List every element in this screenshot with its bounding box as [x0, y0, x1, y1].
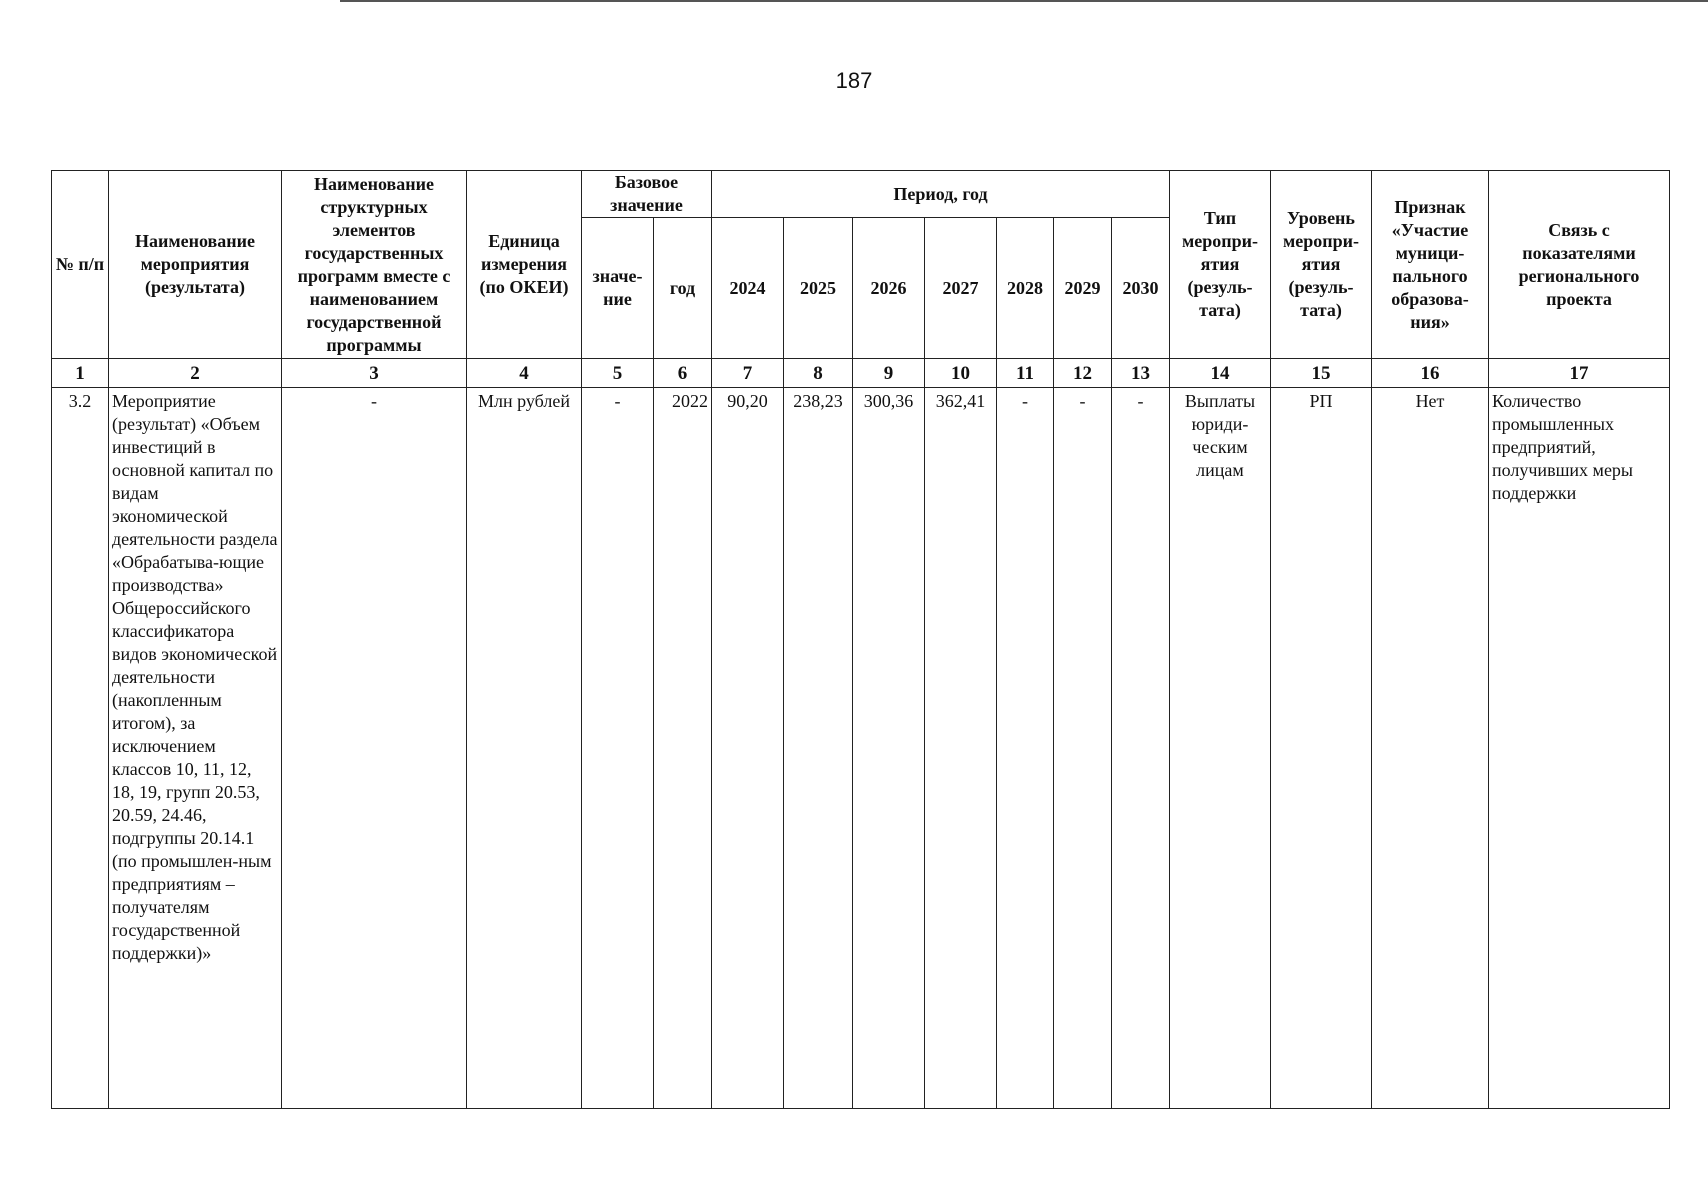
header-unit: Единица измерения (по ОКЕИ)	[467, 171, 582, 359]
cell-value-2024: 90,20	[712, 388, 784, 1109]
cell-value-2027: 362,41	[925, 388, 997, 1109]
cell-link: Количество промышленных предприятий, получивших меры поддержки	[1489, 388, 1670, 1109]
header-year-2030: 2030	[1112, 218, 1170, 359]
header-no: № п/п	[52, 171, 109, 359]
column-number: 1	[52, 359, 109, 388]
cell-value-2026: 300,36	[853, 388, 925, 1109]
header-link: Связь с показателями регионального проекта	[1489, 171, 1670, 359]
cell-value-2028: -	[997, 388, 1054, 1109]
column-number: 3	[282, 359, 467, 388]
column-number: 8	[784, 359, 853, 388]
cell-unit: Млн рублей	[467, 388, 582, 1109]
page-number: 187	[835, 68, 873, 93]
top-rule	[340, 0, 1708, 2]
cell-value-2025: 238,23	[784, 388, 853, 1109]
table-row	[52, 388, 1670, 1109]
column-number: 7	[712, 359, 784, 388]
header-municipal: Признак «Участие муници-пального образова-ния»	[1372, 171, 1489, 359]
column-number: 15	[1271, 359, 1372, 388]
header-year-2028: 2028	[997, 218, 1054, 359]
column-number: 6	[654, 359, 712, 388]
column-number: 17	[1489, 359, 1670, 388]
cell-type: Выплаты юриди-ческим лицам	[1170, 388, 1271, 1109]
header-year-2025: 2025	[784, 218, 853, 359]
cell-no: 3.2	[52, 388, 109, 1109]
column-number: 13	[1112, 359, 1170, 388]
header-type: Тип меропри-ятия (резуль-тата)	[1170, 171, 1271, 359]
header-base-value: значе-ние	[582, 218, 654, 359]
header-structural: Наименование структурных элементов государственных программ вместе с наименованием государственной программы	[282, 171, 467, 359]
header-base-year: год	[654, 218, 712, 359]
column-number: 11	[997, 359, 1054, 388]
column-number: 16	[1372, 359, 1489, 388]
column-number: 4	[467, 359, 582, 388]
column-number: 10	[925, 359, 997, 388]
cell-base-value: -	[582, 388, 654, 1109]
cell-level: РП	[1271, 388, 1372, 1109]
header-year-2029: 2029	[1054, 218, 1112, 359]
column-number: 9	[853, 359, 925, 388]
header-year-2024: 2024	[712, 218, 784, 359]
column-number: 12	[1054, 359, 1112, 388]
cell-municipal: Нет	[1372, 388, 1489, 1109]
cell-value-2030: -	[1112, 388, 1170, 1109]
header-level: Уровень меропри-ятия (резуль-тата)	[1271, 171, 1372, 359]
header-year-2026: 2026	[853, 218, 925, 359]
header-base: Базовое значение	[582, 171, 712, 218]
header-period: Период, год	[712, 171, 1170, 218]
column-number: 5	[582, 359, 654, 388]
cell-base-year: 2022	[654, 388, 712, 1109]
events-table	[51, 170, 1670, 1109]
column-number: 2	[109, 359, 282, 388]
header-name: Наименование мероприятия (результата)	[109, 171, 282, 359]
column-number: 14	[1170, 359, 1271, 388]
header-year-2027: 2027	[925, 218, 997, 359]
cell-value-2029: -	[1054, 388, 1112, 1109]
cell-structural: -	[282, 388, 467, 1109]
cell-name: Мероприятие (результат) «Объем инвестиций в основной капитал по видам экономической деятельности раздела «Обрабатыва-ющие производства» Общероссийского классификатора видов экономической деятельности (накопленным итогом), за исключением классов 10, 11, 12, 18, 19, групп 20.53, 20.59, 24.46, подгруппы 20.14.1 (по промышлен-ным предприятиям – получателям государственной поддержки)»	[109, 388, 282, 1109]
